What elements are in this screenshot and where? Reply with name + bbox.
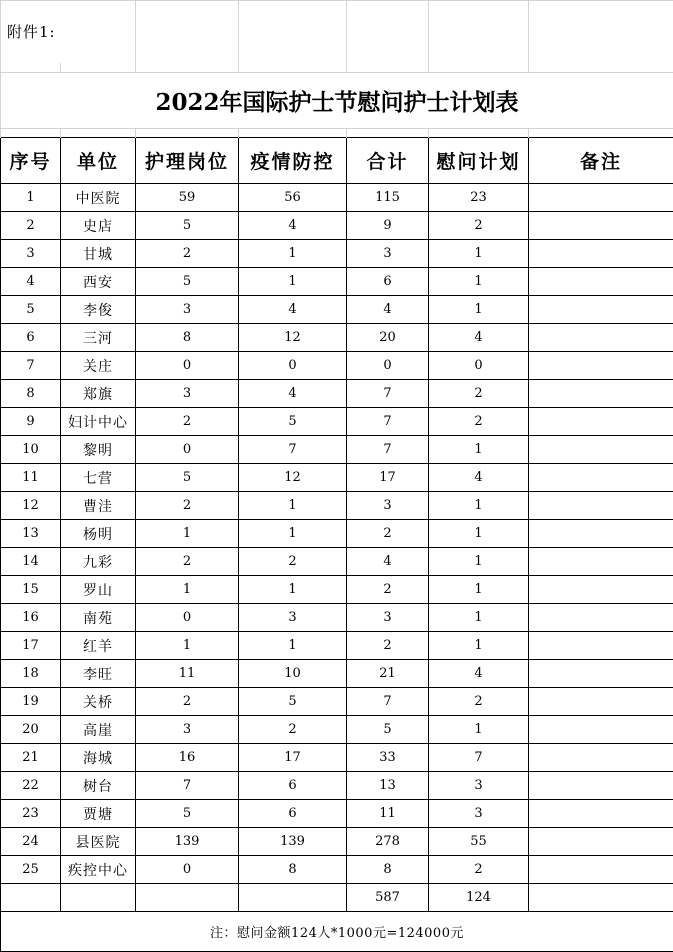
row-seq: 19: [1, 688, 61, 716]
row-seq: 24: [1, 828, 61, 856]
plan-sum: 124: [429, 884, 529, 912]
row-nursing: 2: [136, 492, 239, 520]
row-unit: 关桥: [61, 688, 136, 716]
empty-cell: [61, 884, 136, 912]
row-total: 2: [347, 632, 429, 660]
table-row: [1, 240, 673, 268]
row-epidemic: 2: [239, 548, 347, 576]
table-row: [1, 800, 673, 828]
row-unit: 关庄: [61, 352, 136, 380]
row-remark: [529, 800, 673, 828]
row-seq: 23: [1, 800, 61, 828]
row-total: 8: [347, 856, 429, 884]
row-plan: 23: [429, 184, 529, 212]
row-total: 115: [347, 184, 429, 212]
row-seq: 6: [1, 324, 61, 352]
empty-cell: [239, 884, 347, 912]
row-nursing: 0: [136, 856, 239, 884]
row-seq: 16: [1, 604, 61, 632]
row-plan: 2: [429, 380, 529, 408]
total-row: [1, 884, 673, 912]
row-plan: 7: [429, 744, 529, 772]
row-plan: 1: [429, 576, 529, 604]
row-total: 20: [347, 324, 429, 352]
row-seq: 20: [1, 716, 61, 744]
row-epidemic: 1: [239, 268, 347, 296]
row-total: 3: [347, 240, 429, 268]
header-nursing: 护理岗位: [136, 138, 239, 184]
row-seq: 15: [1, 576, 61, 604]
note-text: 注：慰问金额124人*1000元=124000元: [1, 912, 673, 952]
empty-cell: [347, 1, 429, 63]
row-plan: 55: [429, 828, 529, 856]
table-row: [1, 436, 673, 464]
table-row: [1, 632, 673, 660]
header-seq: 序号: [1, 138, 61, 184]
row-total: 0: [347, 352, 429, 380]
row-epidemic: 6: [239, 772, 347, 800]
title-row: [1, 73, 673, 129]
row-remark: [529, 380, 673, 408]
row-nursing: 16: [136, 744, 239, 772]
row-remark: [529, 576, 673, 604]
total-sum: 587: [347, 884, 429, 912]
row-plan: 0: [429, 352, 529, 380]
empty-cell: [347, 63, 429, 73]
row-epidemic: 3: [239, 604, 347, 632]
row-remark: [529, 772, 673, 800]
row-seq: 13: [1, 520, 61, 548]
row-epidemic: 4: [239, 212, 347, 240]
row-unit: 九彩: [61, 548, 136, 576]
note-row: [1, 912, 673, 952]
row-epidemic: 17: [239, 744, 347, 772]
row-epidemic: 12: [239, 464, 347, 492]
row-epidemic: 7: [239, 436, 347, 464]
empty-cell: [347, 129, 429, 138]
row-total: 7: [347, 380, 429, 408]
row-total: 4: [347, 296, 429, 324]
row-seq: 17: [1, 632, 61, 660]
row-seq: 9: [1, 408, 61, 436]
row-total: 7: [347, 436, 429, 464]
table-row: [1, 688, 673, 716]
row-total: 3: [347, 492, 429, 520]
empty-cell: [529, 129, 673, 138]
row-seq: 22: [1, 772, 61, 800]
row-unit: 李旺: [61, 660, 136, 688]
row-remark: [529, 828, 673, 856]
empty-cell: [239, 129, 347, 138]
row-plan: 1: [429, 632, 529, 660]
row-nursing: 0: [136, 352, 239, 380]
attachment-label: 附件1:: [1, 1, 136, 63]
row-seq: 14: [1, 548, 61, 576]
row-total: 7: [347, 408, 429, 436]
row-unit: 妇计中心: [61, 408, 136, 436]
empty-cell: [239, 63, 347, 73]
row-total: 21: [347, 660, 429, 688]
row-seq: 3: [1, 240, 61, 268]
empty-cell: [429, 63, 529, 73]
row-nursing: 5: [136, 464, 239, 492]
header-unit: 单位: [61, 138, 136, 184]
row-unit: 黎明: [61, 436, 136, 464]
row-nursing: 0: [136, 436, 239, 464]
row-plan: 3: [429, 772, 529, 800]
empty-cell: [529, 63, 673, 73]
row-epidemic: 5: [239, 688, 347, 716]
table-row: [1, 576, 673, 604]
header-plan: 慰问计划: [429, 138, 529, 184]
row-plan: 4: [429, 660, 529, 688]
table-row: [1, 548, 673, 576]
row-plan: 1: [429, 520, 529, 548]
row-epidemic: 10: [239, 660, 347, 688]
header-total: 合计: [347, 138, 429, 184]
page-title: 2022年国际护士节慰问护士计划表: [1, 73, 673, 129]
row-remark: [529, 688, 673, 716]
row-remark: [529, 632, 673, 660]
row-epidemic: 4: [239, 296, 347, 324]
row-unit: 七营: [61, 464, 136, 492]
spacer-row: [1, 63, 673, 73]
empty-cell: [429, 1, 529, 63]
row-unit: 曹洼: [61, 492, 136, 520]
row-total: 11: [347, 800, 429, 828]
table-row: [1, 492, 673, 520]
row-remark: [529, 352, 673, 380]
row-unit: 李俊: [61, 296, 136, 324]
empty-cell: [429, 129, 529, 138]
row-total: 3: [347, 604, 429, 632]
row-remark: [529, 716, 673, 744]
row-seq: 11: [1, 464, 61, 492]
row-plan: 2: [429, 212, 529, 240]
row-remark: [529, 744, 673, 772]
row-seq: 12: [1, 492, 61, 520]
row-seq: 21: [1, 744, 61, 772]
row-nursing: 59: [136, 184, 239, 212]
row-epidemic: 1: [239, 240, 347, 268]
row-remark: [529, 296, 673, 324]
row-plan: 1: [429, 240, 529, 268]
empty-cell: [529, 884, 673, 912]
row-seq: 8: [1, 380, 61, 408]
row-total: 9: [347, 212, 429, 240]
row-nursing: 1: [136, 520, 239, 548]
header-epidemic: 疫情防控: [239, 138, 347, 184]
row-seq: 18: [1, 660, 61, 688]
row-remark: [529, 660, 673, 688]
empty-cell: [1, 129, 61, 138]
row-total: 17: [347, 464, 429, 492]
row-epidemic: 2: [239, 716, 347, 744]
row-remark: [529, 548, 673, 576]
row-unit: 杨明: [61, 520, 136, 548]
row-unit: 海城: [61, 744, 136, 772]
row-nursing: 3: [136, 296, 239, 324]
row-unit: 罗山: [61, 576, 136, 604]
row-seq: 2: [1, 212, 61, 240]
empty-cell: [136, 1, 239, 63]
row-unit: 史店: [61, 212, 136, 240]
row-nursing: 2: [136, 240, 239, 268]
table-row: [1, 324, 673, 352]
attachment-row: [1, 1, 673, 63]
row-plan: 1: [429, 436, 529, 464]
row-plan: 1: [429, 296, 529, 324]
row-plan: 1: [429, 492, 529, 520]
row-total: 33: [347, 744, 429, 772]
row-unit: 树台: [61, 772, 136, 800]
row-seq: 4: [1, 268, 61, 296]
empty-cell: [61, 63, 136, 73]
header-row: [1, 138, 673, 184]
row-remark: [529, 324, 673, 352]
row-total: 13: [347, 772, 429, 800]
row-plan: 3: [429, 800, 529, 828]
row-plan: 4: [429, 464, 529, 492]
table-row: [1, 408, 673, 436]
row-nursing: 2: [136, 548, 239, 576]
row-epidemic: 8: [239, 856, 347, 884]
row-unit: 县医院: [61, 828, 136, 856]
row-epidemic: 56: [239, 184, 347, 212]
row-total: 278: [347, 828, 429, 856]
empty-cell: [136, 63, 239, 73]
row-seq: 1: [1, 184, 61, 212]
row-remark: [529, 436, 673, 464]
row-nursing: 1: [136, 632, 239, 660]
row-unit: 南苑: [61, 604, 136, 632]
row-seq: 7: [1, 352, 61, 380]
row-plan: 2: [429, 408, 529, 436]
row-remark: [529, 520, 673, 548]
row-plan: 4: [429, 324, 529, 352]
row-unit: 郑旗: [61, 380, 136, 408]
table-row: [1, 772, 673, 800]
row-nursing: 5: [136, 212, 239, 240]
row-plan: 1: [429, 604, 529, 632]
row-remark: [529, 464, 673, 492]
spacer-row: [1, 129, 673, 138]
row-epidemic: 1: [239, 632, 347, 660]
row-plan: 2: [429, 688, 529, 716]
row-total: 7: [347, 688, 429, 716]
row-epidemic: 4: [239, 380, 347, 408]
row-epidemic: 12: [239, 324, 347, 352]
row-unit: 甘城: [61, 240, 136, 268]
row-seq: 10: [1, 436, 61, 464]
row-unit: 红羊: [61, 632, 136, 660]
row-unit: 西安: [61, 268, 136, 296]
table-row: [1, 520, 673, 548]
row-nursing: 1: [136, 576, 239, 604]
row-remark: [529, 408, 673, 436]
row-plan: 1: [429, 268, 529, 296]
table-row: [1, 604, 673, 632]
row-nursing: 2: [136, 688, 239, 716]
row-nursing: 8: [136, 324, 239, 352]
row-nursing: 7: [136, 772, 239, 800]
empty-cell: [136, 129, 239, 138]
row-nursing: 5: [136, 800, 239, 828]
empty-cell: [1, 884, 61, 912]
table-row: [1, 184, 673, 212]
empty-cell: [1, 63, 61, 73]
empty-cell: [529, 1, 673, 63]
table-row: [1, 856, 673, 884]
row-nursing: 3: [136, 380, 239, 408]
table-row: [1, 352, 673, 380]
row-epidemic: 1: [239, 492, 347, 520]
table-row: [1, 744, 673, 772]
row-nursing: 139: [136, 828, 239, 856]
empty-cell: [136, 884, 239, 912]
row-epidemic: 1: [239, 520, 347, 548]
row-nursing: 11: [136, 660, 239, 688]
row-plan: 2: [429, 856, 529, 884]
row-epidemic: 1: [239, 576, 347, 604]
row-unit: 贾塘: [61, 800, 136, 828]
row-nursing: 0: [136, 604, 239, 632]
row-epidemic: 0: [239, 352, 347, 380]
row-remark: [529, 240, 673, 268]
row-remark: [529, 604, 673, 632]
row-epidemic: 139: [239, 828, 347, 856]
row-remark: [529, 268, 673, 296]
table-row: [1, 212, 673, 240]
table-row: [1, 296, 673, 324]
table-row: [1, 380, 673, 408]
table-row: [1, 660, 673, 688]
row-nursing: 3: [136, 716, 239, 744]
row-nursing: 5: [136, 268, 239, 296]
row-total: 5: [347, 716, 429, 744]
table-row: [1, 268, 673, 296]
row-seq: 25: [1, 856, 61, 884]
header-remark: 备注: [529, 138, 673, 184]
row-remark: [529, 492, 673, 520]
row-remark: [529, 856, 673, 884]
row-remark: [529, 184, 673, 212]
row-unit: 高崖: [61, 716, 136, 744]
row-total: 6: [347, 268, 429, 296]
empty-cell: [61, 129, 136, 138]
row-unit: 中医院: [61, 184, 136, 212]
empty-cell: [239, 1, 347, 63]
row-epidemic: 6: [239, 800, 347, 828]
row-unit: 三河: [61, 324, 136, 352]
row-total: 4: [347, 548, 429, 576]
table-row: [1, 828, 673, 856]
row-nursing: 2: [136, 408, 239, 436]
row-total: 2: [347, 576, 429, 604]
row-unit: 疾控中心: [61, 856, 136, 884]
row-epidemic: 5: [239, 408, 347, 436]
table-row: [1, 464, 673, 492]
row-plan: 1: [429, 548, 529, 576]
row-seq: 5: [1, 296, 61, 324]
row-remark: [529, 212, 673, 240]
row-total: 2: [347, 520, 429, 548]
table-row: [1, 716, 673, 744]
row-plan: 1: [429, 716, 529, 744]
